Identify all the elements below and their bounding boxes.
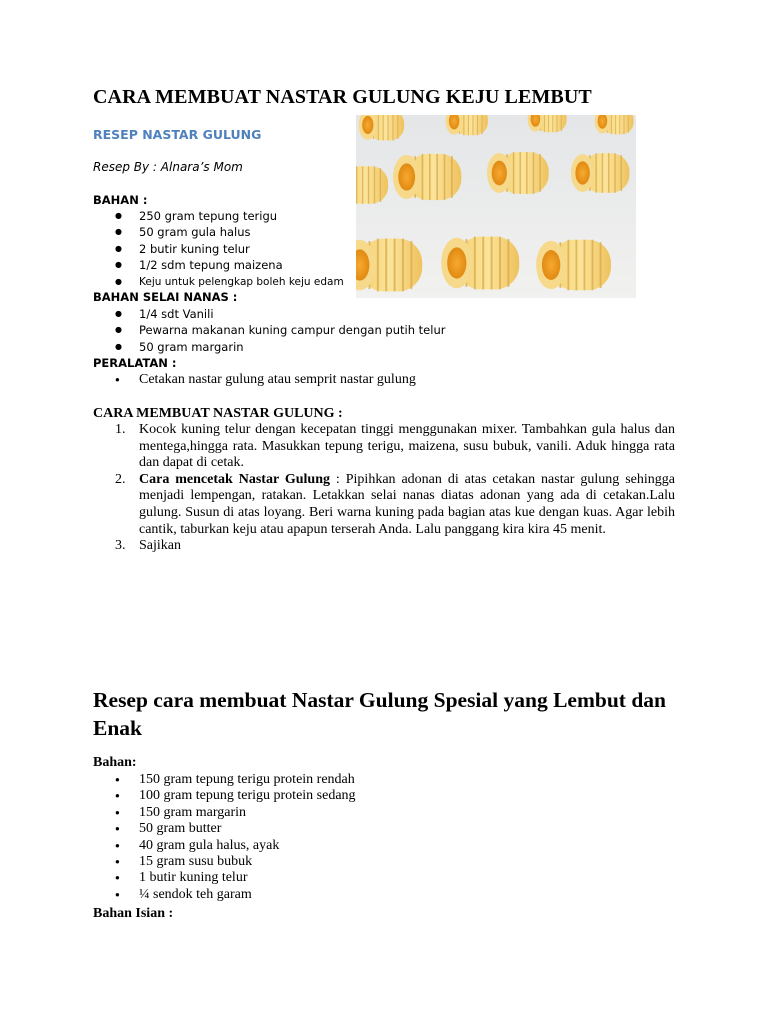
- nastar-cookies-photo: [356, 115, 636, 298]
- bahan-label: BAHAN :: [93, 193, 148, 207]
- list-item: ● 1/4 sdt Vanili: [93, 306, 445, 322]
- list-item: ● 150 gram margarin: [93, 805, 356, 821]
- page-title: CARA MEMBUAT NASTAR GULUNG KEJU LEMBUT: [93, 86, 592, 108]
- list-item: ● 100 gram tepung terigu protein sedang: [93, 788, 356, 804]
- peralatan-list: [93, 372, 416, 388]
- bahan2-list: [93, 772, 356, 903]
- step-text: : Pipihkan adonan di atas cetakan nastar gulung sehingga menjadi lempengan, ratakan. Letakkan selai nanas diatas adonan yang ada di cetakan.Lalu gulung. Susun di atas loyang. Beri warna kuning pada bagian atas kue dengan kuas. Agar lebih cantik, taburkan keju atau apapun terserah Anda. Lalu panggang kira kira 45 menit.: [139, 471, 675, 537]
- list-item: ● 1 butir kuning telur: [93, 870, 356, 886]
- list-item: ● Pewarna makanan kuning campur dengan putih telur: [93, 322, 445, 338]
- recipe-subtitle: RESEP NASTAR GULUNG: [93, 127, 262, 142]
- step-item: [93, 422, 675, 472]
- selai-label: BAHAN SELAI NANAS :: [93, 290, 238, 304]
- bahan2-label: Bahan:: [93, 755, 137, 770]
- list-item: ● 15 gram susu bubuk: [93, 854, 356, 870]
- step-number: 3.: [115, 538, 126, 554]
- bahan-list: [93, 208, 344, 290]
- list-item: ● Cetakan nastar gulung atau semprit nastar gulung: [93, 372, 416, 388]
- step-number: 1.: [115, 422, 126, 437]
- list-item: ● 50 gram gula halus: [93, 224, 344, 240]
- list-item: ● ¼ sendok teh garam: [93, 887, 356, 903]
- list-item: ● Keju untuk pelengkap boleh keju edam: [93, 274, 344, 290]
- section2-title: Resep cara membuat Nastar Gulung Spesial yang Lembut dan Enak: [93, 688, 666, 740]
- selai-list: [93, 306, 445, 355]
- list-item: ● 50 gram margarin: [93, 339, 445, 355]
- list-item: ● 150 gram tepung terigu protein rendah: [93, 772, 356, 788]
- peralatan-label: PERALATAN :: [93, 356, 177, 370]
- step-text: Kocok kuning telur dengan kecepatan tinggi menggunakan mixer. Tambahkan gula halus dan mentega,hingga rata. Masukkan tepung terigu, maizena, susu bubuk, vanili. Aduk hingga rata dan dapat di cetak.: [139, 422, 675, 471]
- step-item: [93, 538, 675, 555]
- nastar-cookies-illustration: [356, 115, 636, 298]
- cookie-row-bottom: [356, 237, 611, 292]
- step-item: [93, 472, 675, 538]
- list-item: ● 1/2 sdm tepung maizena: [93, 257, 344, 273]
- steps-list: [93, 422, 675, 555]
- bahan-isian-label: Bahan Isian :: [93, 906, 174, 921]
- cara-label: CARA MEMBUAT NASTAR GULUNG :: [93, 406, 343, 421]
- list-item: ● 50 gram butter: [93, 821, 356, 837]
- list-item: ● 40 gram gula halus, ayak: [93, 838, 356, 854]
- list-item: ● 250 gram tepung terigu: [93, 208, 344, 224]
- step-number: 2.: [115, 471, 126, 487]
- step-text: Sajikan: [139, 538, 181, 554]
- list-item: ● 2 butir kuning telur: [93, 241, 344, 257]
- recipe-author: Resep By : Alnara’s Mom: [93, 160, 243, 174]
- step-bold-text: Cara mencetak Nastar Gulung: [139, 471, 330, 487]
